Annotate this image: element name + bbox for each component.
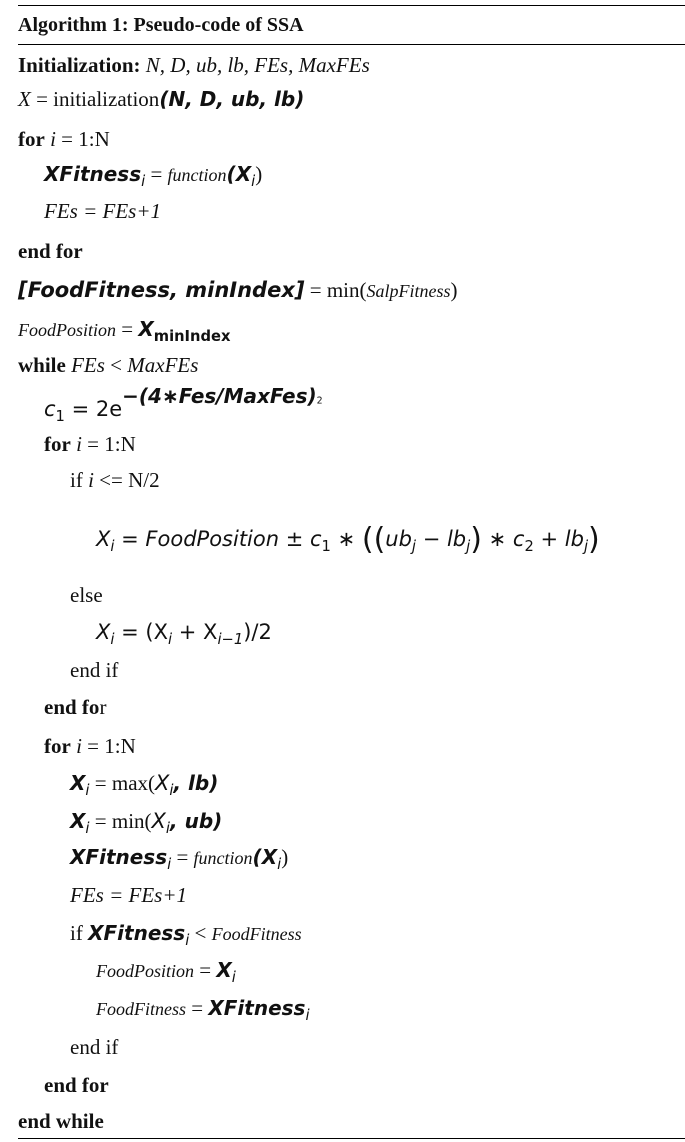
title-rule xyxy=(18,44,685,45)
line-c1: $c_1 = 2e^{-(4∗Fes/MaxFes)2}$ xyxy=(44,384,323,426)
line-update-equation: $X_i$ = FoodPosition ± $c_1$ ∗ ($(ub_j - lb_j)$ ∗ $c_2 + lb_j$) xyxy=(96,522,600,557)
line-fes-inc-2: FEs = FEs+1 xyxy=(70,883,187,907)
line-for-3: for i = 1:N xyxy=(44,734,136,758)
line-initialization: Initialization: N, D, ub, lb, FEs, MaxFEs xyxy=(18,53,370,77)
line-food-fitness-update: FoodFitness = XFitness$_i$ xyxy=(96,996,310,1025)
line-xfitness-2: XFitness$_i$ = $function(X_i)$ xyxy=(70,845,289,874)
line-for-2: for i = 1:N xyxy=(44,432,136,456)
line-for-1: for i = 1:N xyxy=(18,127,110,151)
line-else: else xyxy=(70,583,103,607)
line-end-if-2: end if xyxy=(70,1035,119,1059)
algorithm-title: Algorithm 1: Pseudo-code of SSA xyxy=(18,14,304,36)
line-food-fitness-min: [FoodFitness, minIndex] = min(SalpFitness) xyxy=(18,278,458,302)
line-end-if-1: end if xyxy=(70,658,119,682)
line-fes-inc-1: FEs = FEs+1 xyxy=(44,199,161,223)
line-food-position-update: FoodPosition = $X_i$ xyxy=(96,958,236,987)
line-average-update: $X_i = (X_i + X_{i-1})/2$ xyxy=(96,620,272,649)
algorithm-box xyxy=(18,0,685,1142)
bottom-rule xyxy=(18,1138,685,1139)
top-rule xyxy=(18,5,685,6)
line-max-bound: $X_i = \max(X_i$, lb) xyxy=(70,771,219,800)
line-xfitness-1: XFitness$_i$ = $function(X_i)$ xyxy=(44,162,263,191)
line-food-position: FoodPosition = $X_{minIndex}$ xyxy=(18,317,231,346)
line-end-while: end while xyxy=(18,1109,104,1133)
line-min-bound: $X_i = \min(X_i$, ub) xyxy=(70,809,223,838)
line-while: while FEs < MaxFEs xyxy=(18,353,199,377)
line-end-for-2: end for xyxy=(44,695,107,719)
line-x-init: X = initialization(N, D, ub, lb) xyxy=(18,87,305,111)
line-if-half: if i <= N/2 xyxy=(70,468,160,492)
line-end-for-1: end for xyxy=(18,239,83,263)
line-if-better: if XFitness$_i$ < FoodFitness xyxy=(70,921,302,950)
line-end-for-3: end for xyxy=(44,1073,109,1097)
